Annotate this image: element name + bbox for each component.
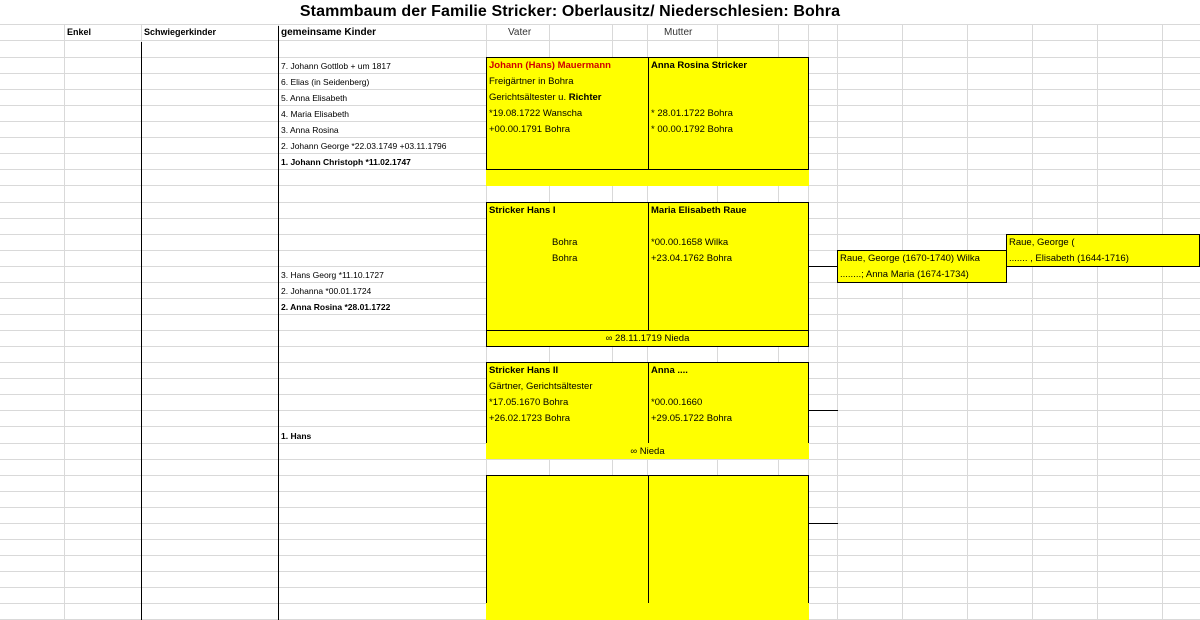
grandparents-line-2: ....... , Elisabeth (1644-1716): [1009, 253, 1129, 264]
page-title: Stammbaum der Familie Stricker: Oberlausitz/ Niederschlesien: Bohra: [299, 3, 841, 20]
father-deathplace: Bohra: [552, 253, 578, 264]
column-header-mutter: Mutter: [664, 27, 693, 38]
child-item: 6. Elias (in Seidenberg): [281, 77, 370, 87]
mother-death: +23.04.1762 Bohra: [651, 253, 733, 264]
mother-birth: * 28.01.1722 Bohra: [651, 108, 733, 119]
father-occupation: Gärtner, Gerichtsältester: [489, 381, 593, 392]
connector-line: [808, 523, 838, 524]
marriage-info: ∞ 28.11.1719 Nieda: [605, 333, 690, 344]
mother-name: Maria Elisabeth Raue: [651, 205, 747, 216]
child-item: 4. Maria Elisabeth: [281, 109, 350, 119]
mother-birth: *00.00.1660: [651, 397, 703, 408]
father-birth: *17.05.1670 Bohra: [489, 397, 569, 408]
grandparents-line-1: Raue, George (: [1009, 237, 1075, 248]
mother-name: Anna ....: [651, 365, 688, 376]
marriage-info: ∞ Nieda: [630, 446, 665, 457]
father-name: Stricker Hans II: [489, 365, 559, 376]
child-item: 1. Johann Christoph *11.02.1747: [281, 157, 411, 167]
father-office: Gerichtsältester u. Richter: [489, 92, 602, 103]
column-separator-schwiegerkinder: [141, 42, 142, 620]
mother-birth: *00.00.1658 Wilka: [651, 237, 729, 248]
child-item: 2. Anna Rosina *28.01.1722: [281, 302, 391, 312]
father-death: +00.00.1791 Bohra: [489, 124, 571, 135]
connector-line: [808, 410, 838, 411]
child-item: 3. Hans Georg *11.10.1727: [281, 270, 384, 280]
marriage-strip-gen4: [486, 603, 809, 620]
father-death: +26.02.1723 Bohra: [489, 413, 571, 424]
child-item: 5. Anna Elisabeth: [281, 93, 348, 103]
father-birthplace: Bohra: [552, 237, 578, 248]
child-item: 1. Hans: [281, 431, 312, 441]
mother-name: Anna Rosina Stricker: [651, 60, 748, 71]
connector-line: [808, 266, 838, 267]
child-item: 7. Johann Gottlob + um 1817: [281, 61, 391, 71]
column-separator-kinder: [278, 26, 279, 620]
column-header-enkel: Enkel: [67, 27, 92, 37]
column-header-vater: Vater: [508, 27, 532, 38]
child-item: 2. Johanna *00.01.1724: [281, 286, 372, 296]
mother-death: +29.05.1722 Bohra: [651, 413, 733, 424]
parents-line-2: ........; Anna Maria (1674-1734): [840, 269, 969, 280]
column-header-schwiegerkinder: Schwiegerkinder: [144, 27, 217, 37]
column-header-kinder: gemeinsame Kinder: [281, 27, 377, 38]
father-occupation: Freigärtner in Bohra: [489, 76, 574, 87]
mother-death: * 00.00.1792 Bohra: [651, 124, 733, 135]
marriage-strip-gen1: [486, 170, 809, 186]
child-item: 2. Johann George *22.03.1749 +03.11.1796: [281, 141, 447, 151]
father-name: Stricker Hans I: [489, 205, 556, 216]
child-item: 3. Anna Rosina: [281, 125, 339, 135]
father-name: Johann (Hans) Mauermann: [489, 60, 611, 71]
father-birth: *19.08.1722 Wanscha: [489, 108, 583, 119]
parents-line-1: Raue, George (1670-1740) Wilka: [840, 253, 980, 264]
